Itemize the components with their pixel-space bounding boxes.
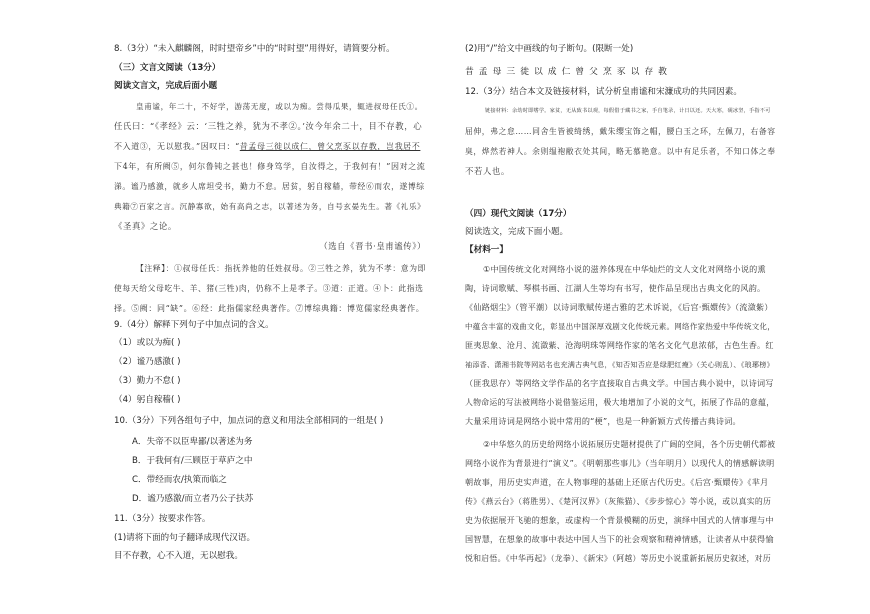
material-1-label: 【材料一】 bbox=[465, 245, 508, 255]
link-material-line: 链接材料：余幼时即嗜学。家贫，无从致书以观，每假借于藏书之家，手自笔录，计日以还。天大寒，砚冰坚，手指不可 bbox=[485, 108, 771, 114]
passage-line: 下4年，有所阙⑤，何尔鲁钝之甚也！修身笃学，自汝得之，于我何有！”因对之流 bbox=[114, 162, 426, 171]
para1-line: ①中国传统文化对网络小说的滋养体现在中华灿烂的文人文化对网络小说的熏 bbox=[483, 264, 766, 274]
question-10: 10.（3分）下列各组句子中，加点词的意义和用法全部相同的一组是( ) bbox=[114, 416, 384, 426]
q10-option-d: D．谧乃感激/而立者乃公子扶苏 bbox=[132, 494, 254, 504]
para1-line: 大量采用诗词是网络小说中常用的“梗”，也是一种新颖方式传播古典诗词。 bbox=[465, 416, 741, 426]
para1-line: 人物命运的写法被网络小说借鉴运用，极大地增加了小说的文气，拓展了作品的意蕴， bbox=[465, 398, 775, 407]
link-material-line: 屈伸，弗之怠……同舍生皆被绮绣，戴朱缨宝饰之帽，腰白玉之环，左佩刀，右备容 bbox=[465, 127, 776, 136]
link-material-line: 臭，烨然若神人。余则缊袍敝衣处其间，略无慕艳意。以中有足乐者，不知口体之奉 bbox=[465, 147, 776, 156]
para1-line: 中蕴含丰富的戏曲文化，彰显出中国深厚戏剧文化传统元素。网络作家热爱中华传统文化， bbox=[465, 322, 775, 331]
para2-line: 国智慧，在想象的故事中表达中国人当下的社会观察和精神情感，让读者从中获得愉 bbox=[465, 534, 774, 544]
notes-line: 使每天给父母吃牛、羊、猪(三牲)肉，仍称不上是孝子。③道：正道。④卜：此指选 bbox=[114, 284, 424, 293]
q9-item: （1）或以为痴( ) bbox=[114, 338, 181, 348]
q11-part-2-text: 昔孟母三徙以成仁曾父烹豕以存教 bbox=[465, 67, 672, 77]
q11-part-1-text: 目不存教，心不入道，无以慰我。 bbox=[114, 551, 243, 561]
question-12: 12.（3分）结合本文及链接材料，试分析皇甫谧和宋濂成功的共同因素。 bbox=[465, 87, 742, 97]
q11-part-1: (1)请将下面的句子翻译成现代汉语。 bbox=[114, 533, 256, 543]
q9-item: （3）勤力不怠( ) bbox=[114, 376, 181, 386]
para2-line: 悦和启悟。《中华再起》（龙拳）、《新宋》（阿越）等历史小说重新拓展历史叙述，对历 bbox=[465, 554, 771, 563]
section-3-instruction: 阅读文言文，完成后面小题 bbox=[114, 81, 218, 91]
q10-option-b: B．于我何有/三顾臣于草庐之中 bbox=[132, 456, 253, 466]
section-4-header: （四）现代文阅读（17分） bbox=[465, 209, 572, 219]
para1-line: 《仙路烟尘》（管平潮）以诗词歌赋传递古雅的艺术诉说，《后宫·甄嬛传》（流潋紫） bbox=[465, 302, 773, 312]
underlined-sentence: 昔孟母三徙以成仁，曾父烹豕以存教，岂我居不 bbox=[239, 142, 421, 151]
para1-line: 袖添香、潇湘书院等网站名也充满古典气息，《知否知否应是绿肥红瘦》（关心则乱）、《琅琊榜》 bbox=[465, 360, 774, 369]
para1-line: 陶，诗词歌赋、琴棋书画、江湖人生等均有书写，使作品呈现出古典文化的风韵。 bbox=[465, 283, 766, 293]
question-9: 9.（4分）解释下列句子中加点词的含义。 bbox=[114, 320, 274, 330]
passage-line-underlined bbox=[114, 141, 420, 152]
passage-source: （选自《晋书·皇甫谧传》） bbox=[319, 241, 426, 251]
section-3-header: （三）文言文阅读（13分） bbox=[114, 63, 221, 73]
q10-option-a: A．失帝不以臣卑鄙/以著述为务 bbox=[132, 437, 253, 447]
section-4-instruction: 阅读选文，完成下面小题。 bbox=[465, 227, 569, 237]
q9-item: （4）躬自稼穑( ) bbox=[114, 395, 181, 405]
notes-line: 择。⑤阙：同“缺”。⑥经：此指儒家经典著作。⑦博综典籍：博览儒家经典著作。 bbox=[114, 304, 425, 313]
q11-part-2: (2)用“/”给文中画线的句子断句。(限断一处) bbox=[465, 44, 634, 54]
para2-line: ②中华悠久的历史给网络小说拓展历史题材提供了广阔的空间，各个历史朝代都被 bbox=[483, 440, 776, 449]
q10-option-c: C．带经而农/执策而临之 bbox=[132, 475, 227, 485]
passage-line: 《圣真》之论。 bbox=[114, 221, 177, 231]
question-11: 11.（3分）按要求作答。 bbox=[114, 514, 211, 524]
link-material-line: 不若人也。 bbox=[465, 166, 510, 176]
notes-line: 【注释】：①叔母任氏：指抚养他的任姓叔母。②三牲之养，犹为不孝：意为即 bbox=[136, 264, 426, 273]
passage-line: 任氏曰：“《孝经》云：‘三牲之养，犹为不孝②。’汝今年余二十，目不存教，心 bbox=[114, 121, 423, 131]
passage-line: 涕。谧乃感激，就乡人席坦受书，勤力不怠。居贫，躬自稼穑，带经⑥而农，遂博综 bbox=[114, 182, 425, 191]
q9-item: （2）谧乃感激( ) bbox=[114, 357, 181, 367]
para1-line: 匪夷思象、沧月、流潋紫、沧海明珠等网络作家的笔名文化气息浓郁，古色生香。红 bbox=[465, 340, 774, 350]
para2-line: 网络小说作为背景进行“演义”。《明朝那些事儿》（当年明月）以现代人的情感解读明 bbox=[465, 458, 775, 468]
para2-line: 史为依据展开飞驰的想象，或虚构一个背景模糊的历史，演绎中国式的人情事理与中 bbox=[465, 515, 774, 525]
passage-line: 典籍⑦百家之言。沉静寡欲，始有高尚之志，以著述为务，自号玄晏先生。著《礼乐》 bbox=[114, 202, 426, 211]
para2-line: 传》《燕云台》（蒋胜男）、《楚河汉界》（灰熊猫）、《步步惊心》等小说，或以真实的历 bbox=[465, 497, 772, 506]
para1-line: （匪我思存）等网络文学作品的名字直接取自古典文学。中国古典小说中，以诗词写 bbox=[465, 378, 774, 388]
para2-line: 朝故事，用历史实声道，在人物事理的基础上还原古代历史。《后宫·甄嬛传》《芈月 bbox=[465, 477, 769, 487]
passage-line: 皇甫谧，年二十，不好学，游荡无度，或以为痴。尝得瓜果，辄进叔母任氏①。 bbox=[136, 102, 423, 111]
passage-line-3-start: 不入道③，无以慰我。”因叹曰：“ bbox=[114, 142, 240, 151]
question-8: 8.（3分）“未入麒麟阁，时时望帝乡”中的“时时望”用得好，请简要分析。 bbox=[114, 44, 395, 54]
